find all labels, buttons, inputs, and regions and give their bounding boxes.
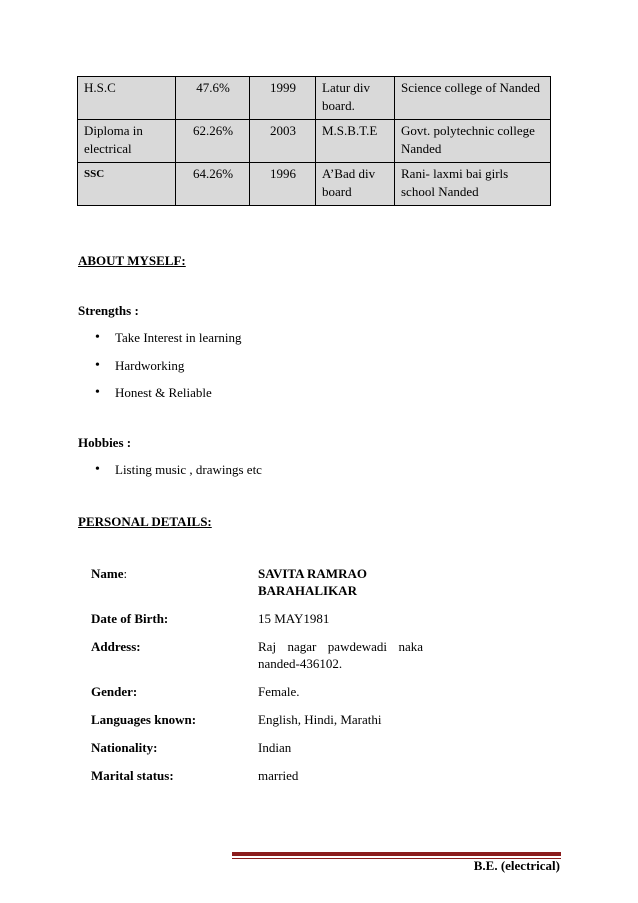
detail-row (91, 711, 511, 739)
dob-label: Date of Birth: (91, 611, 169, 626)
about-myself-heading: ABOUT MYSELF: (78, 253, 186, 268)
gender-value: Female. (258, 684, 300, 699)
education-table (77, 76, 551, 206)
detail-row (91, 565, 511, 610)
footer-rule (232, 852, 561, 856)
year-cell: 1999 (250, 77, 316, 120)
detail-row (91, 767, 511, 795)
strengths-label: Strengths : (78, 303, 139, 318)
personal-details-table (91, 565, 511, 795)
detail-row (91, 739, 511, 767)
address-value (258, 638, 511, 683)
address-line-2: nanded-436102. (258, 656, 343, 671)
personal-details-heading: PERSONAL DETAILS: (78, 514, 212, 529)
nationality-value: Indian (258, 740, 292, 755)
marital-status-value: married (258, 768, 299, 783)
qualification-cell: Diploma in electrical (78, 120, 176, 163)
footer-degree: B.E. (electrical) (473, 858, 560, 873)
year-cell: 1996 (250, 163, 316, 206)
institute-cell: Science college of Nanded (395, 77, 551, 120)
hobbies-label: Hobbies : (78, 435, 132, 450)
table-row (78, 163, 551, 206)
address-line-1: Raj nagar pawdewadi naka (258, 639, 423, 654)
qualification-cell: H.S.C (78, 77, 176, 120)
institute-cell: Rani- laxmi bai girls school Nanded (395, 163, 551, 206)
languages-value: English, Hindi, Marathi (258, 712, 382, 727)
list-item: • Hardworking (95, 358, 242, 386)
institute-cell: Govt. polytechnic college Nanded (395, 120, 551, 163)
percent-cell: 64.26% (176, 163, 250, 206)
marital-status-label: Marital status: (91, 768, 174, 783)
dob-value: 15 MAY1981 (258, 611, 330, 626)
detail-row (91, 610, 511, 638)
name-value: SAVITA RAMRAO BARAHALIKAR (258, 566, 367, 598)
strengths-list (95, 330, 242, 413)
qualification-cell: SSC (78, 163, 176, 206)
name-label: Name: (91, 566, 128, 581)
detail-row (91, 683, 511, 711)
nationality-label: Nationality: (91, 740, 158, 755)
list-item: • Take Interest in learning (95, 330, 242, 358)
hobbies-list (95, 462, 262, 490)
address-label: Address: (91, 639, 141, 654)
gender-label: Gender: (91, 684, 138, 699)
table-row (78, 77, 551, 120)
board-cell: Latur div board. (316, 77, 395, 120)
list-item: • Honest & Reliable (95, 385, 242, 413)
percent-cell: 47.6% (176, 77, 250, 120)
detail-row (91, 638, 511, 683)
board-cell: A’Bad div board (316, 163, 395, 206)
table-row (78, 120, 551, 163)
languages-label: Languages known: (91, 712, 197, 727)
year-cell: 2003 (250, 120, 316, 163)
percent-cell: 62.26% (176, 120, 250, 163)
board-cell: M.S.B.T.E (316, 120, 395, 163)
list-item: • Listing music , drawings etc (95, 462, 262, 490)
